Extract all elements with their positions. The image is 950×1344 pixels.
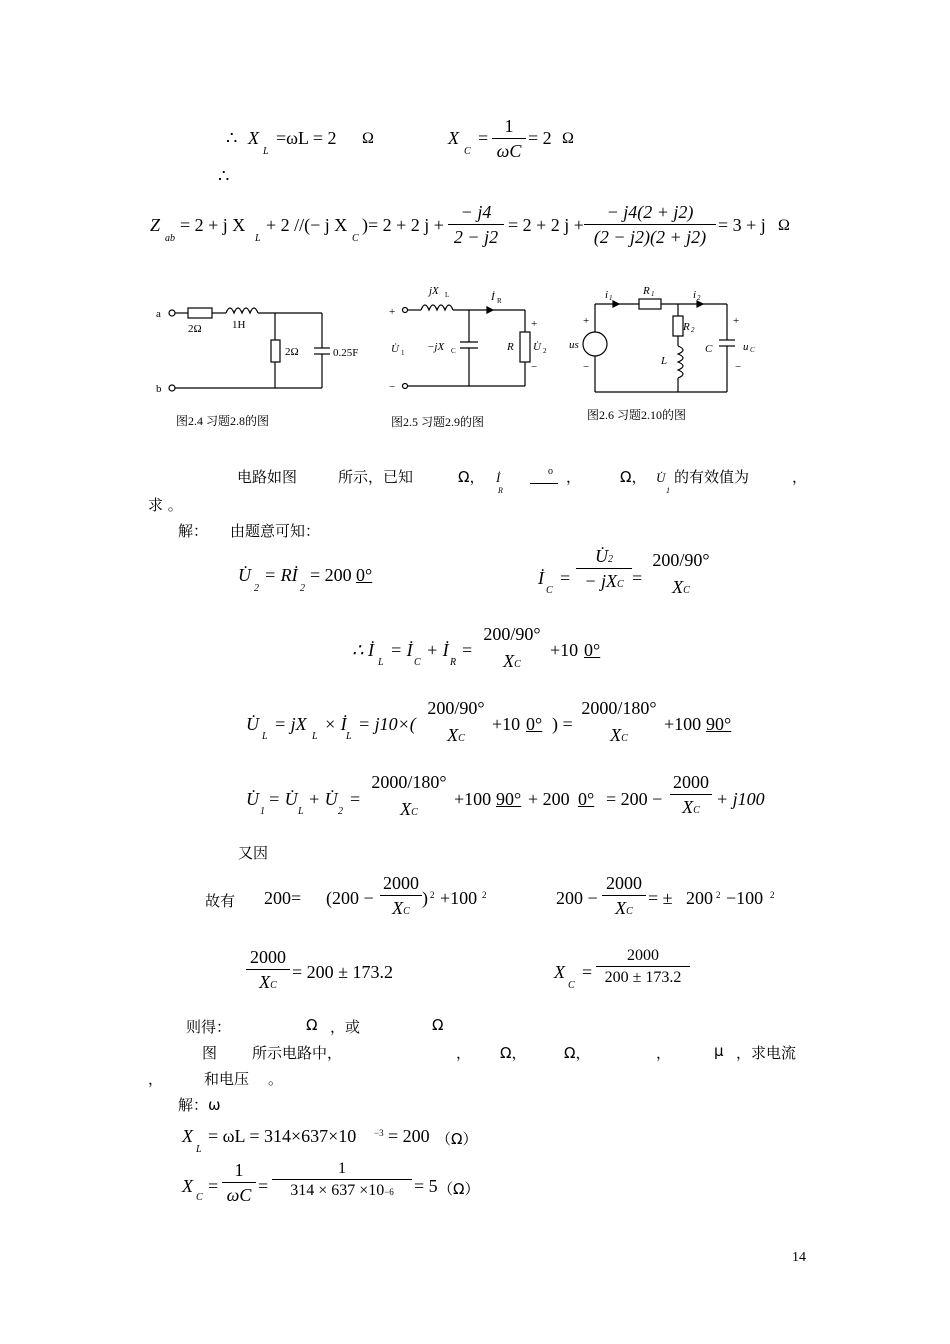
xc-fraction: $\frac{1}{\omega C}$ (492, 116, 526, 162)
plus-sign: + (733, 315, 740, 327)
u2-subscript: 2 (543, 347, 547, 355)
uc-label: u (743, 341, 749, 353)
xl-subscript: L (263, 146, 269, 157)
plus-sign: + (583, 315, 590, 327)
resistor-label: 2Ω (188, 323, 202, 335)
u2-label: U̇ (533, 341, 541, 353)
zab-part4: = 2 + 2 j + (508, 215, 584, 235)
i2-label: i (693, 289, 697, 301)
circuit-figure-2-5 (385, 282, 555, 440)
circuit-figure-2-4 (150, 290, 375, 440)
uc-subscript: C (750, 346, 755, 354)
xl-symbol: X (248, 128, 259, 148)
u1-label: U̇ (391, 343, 399, 355)
jxl-subscript: L (445, 291, 450, 299)
zab-part1: = 2 + j X (180, 215, 246, 235)
jxc-label: −jX (427, 341, 445, 353)
resistor-r-label: R (507, 341, 514, 353)
fraction-1: $\frac{- j4}{2 - j2}$ (448, 202, 504, 248)
r1-label: R (643, 285, 650, 297)
plus-sign: + (389, 306, 396, 318)
terminal-a-label: a (156, 308, 161, 320)
ir-subscript: R (497, 297, 502, 305)
fraction-2: $\frac{- j4(2 + j2)}{(2 - j2)(2 + j2)}$ (584, 202, 716, 248)
equals: = (478, 128, 489, 148)
minus-sign: − (531, 361, 538, 373)
jxl-label: jX (429, 285, 439, 297)
circuit-figure-2-6 (565, 282, 775, 432)
i1-subscript: 1 (609, 294, 613, 302)
figure-caption: 图2.5 习题2.9的图 (391, 415, 485, 429)
minus-sign: − (735, 361, 742, 373)
zab-part3: )= 2 + 2 j + (362, 215, 444, 235)
ohm-unit: Ω (562, 130, 574, 147)
solution-label: 解： (178, 522, 209, 540)
therefore-symbol: ∴ (218, 166, 230, 186)
subscript: L (255, 233, 261, 244)
zab-part2: + 2 //(− j X (266, 215, 348, 235)
minus-sign: − (583, 361, 590, 373)
angle-underline (530, 483, 558, 484)
therefore-symbol: ∴ (226, 128, 238, 148)
xc-value: = 2 (528, 128, 552, 148)
capacitor-c-label: C (705, 343, 713, 355)
ohm-unit: Ω (362, 130, 374, 147)
solution-label: 解：ω (178, 1096, 221, 1114)
jxc-subscript: C (451, 347, 456, 355)
i1-label: i (605, 289, 609, 301)
zab-symbol: Z (150, 215, 161, 235)
minus-sign: − (389, 381, 396, 393)
r2-label: R (683, 321, 690, 333)
xl-value: =ωL = 2 (276, 128, 337, 148)
ohm-unit: Ω (778, 217, 790, 234)
u1-subscript: 1 (401, 349, 405, 357)
zab-part5: = 3 + j (718, 215, 766, 235)
guyou-text: 故有 (205, 892, 236, 910)
page-number: 14 (792, 1250, 806, 1265)
resistor-label: 2Ω (285, 346, 299, 358)
ir-label: İ (491, 291, 495, 303)
youyin-text: 又因 (238, 844, 269, 862)
r2-subscript: 2 (691, 326, 695, 334)
subscript: C (352, 233, 359, 244)
capacitor-label: 0.25F (333, 347, 359, 359)
figure-caption: 图2.4 习题2.8的图 (176, 414, 270, 428)
i2-subscript: 2 (697, 294, 701, 302)
r1-subscript: 1 (651, 290, 655, 298)
us-label: us (569, 339, 579, 351)
inductor-l-label: L (661, 355, 668, 367)
plus-sign: + (531, 318, 538, 330)
xc-subscript: C (464, 146, 471, 157)
zab-subscript: ab (165, 233, 175, 244)
figure-caption: 图2.6 习题2.10的图 (587, 408, 687, 422)
inductor-label: 1H (232, 319, 246, 331)
terminal-b-label: b (156, 383, 162, 395)
xc-symbol: X (448, 128, 459, 148)
